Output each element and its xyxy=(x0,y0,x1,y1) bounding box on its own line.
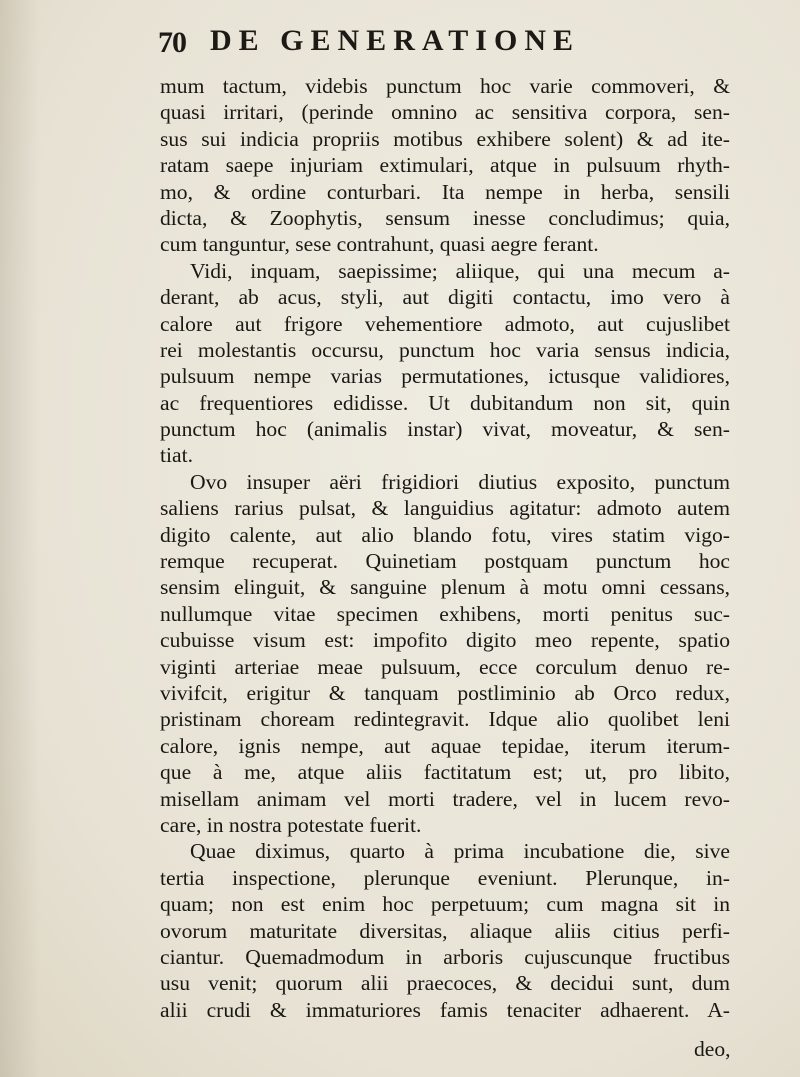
body-text xyxy=(160,73,730,1023)
text-line: misellam animam vel morti tradere, vel in lucem revo- xyxy=(160,786,730,811)
spine-shadow xyxy=(0,0,40,1077)
text-line: nullumque vitae specimen exhibens, morti penitus suc- xyxy=(160,601,730,626)
text-line: quam; non est enim hoc perpetuum; cum magna sit in xyxy=(160,892,730,917)
text-line: dicta, & Zoophytis, sensum inesse concludimus; quia, xyxy=(160,205,730,230)
text-line: derant, ab acus, styli, aut digiti contactu, imo vero à xyxy=(160,285,730,310)
text-line: ac frequentiores edidisse. Ut dubitandum non sit, quin xyxy=(160,390,730,415)
text-line: vivifcit, erigitur & tanquam postliminio ab Orco redux, xyxy=(160,680,730,705)
text-line: usu venit; quorum alii praecoces, & decidui sunt, dum xyxy=(160,971,730,996)
catchword: deo, xyxy=(694,1037,731,1061)
text-line: saliens rarius pulsat, & languidius agitatur: admoto autem xyxy=(160,496,730,521)
text-line: Quae diximus, quarto à prima incubatione die, sive xyxy=(190,839,730,864)
text-line: quasi irritari, (perinde omnino ac sensitiva corpora, sen- xyxy=(160,100,730,125)
text-line: sensim elinguit, & sanguine plenum à motu omni cessans, xyxy=(160,575,730,600)
text-line: ratam saepe injuriam extimulari, atque in pulsuum rhyth- xyxy=(160,153,730,178)
text-line: calore, ignis nempe, aut aquae tepidae, iterum iterum- xyxy=(160,733,730,758)
text-line: punctum hoc (animalis instar) vivat, moveatur, & sen- xyxy=(160,417,730,442)
text-line: cum tanguntur, sese contrahunt, quasi aegre ferant. xyxy=(160,232,599,257)
text-line: que à me, atque aliis factitatum est; ut, pro libito, xyxy=(160,760,730,785)
text-line: pristinam choream redintegravit. Idque alio quolibet leni xyxy=(160,707,730,732)
text-line: pulsuum nempe varias permutationes, ictusque validiores, xyxy=(160,364,730,389)
text-line: rei molestantis occursu, punctum hoc varia sensus indicia, xyxy=(160,337,730,362)
text-line: tiat. xyxy=(160,443,193,468)
text-line: Vidi, inquam, saepissime; aliique, qui una mecum a- xyxy=(190,258,730,283)
text-line: calore aut frigore vehementiore admoto, aut cujuslibet xyxy=(160,311,730,336)
running-head: DE GENERATIONE xyxy=(210,24,580,57)
text-line: ovorum maturitate diversitas, aliaque aliis citius perfi- xyxy=(160,918,730,943)
text-line: viginti arteriae meae pulsuum, ecce corculum denuo re- xyxy=(160,654,730,679)
text-line: Ovo insuper aëri frigidiori diutius exposito, punctum xyxy=(190,469,730,494)
text-line: care, in nostra potestate fuerit. xyxy=(160,812,422,837)
page-number: 70 xyxy=(158,26,186,59)
text-line: mum tactum, videbis punctum hoc varie commoveri, & xyxy=(160,74,730,98)
text-line: alii crudi & immaturiores famis tenaciter adhaerent. A- xyxy=(160,997,730,1022)
text-line: digito calente, aut alio blando fotu, vires statim vigo- xyxy=(160,522,730,547)
page-header xyxy=(158,14,798,62)
text-line: mo, & ordine conturbari. Ita nempe in herba, sensili xyxy=(160,179,730,204)
text-line: ciantur. Quemadmodum in arboris cujuscunque fructibus xyxy=(160,944,730,969)
text-line: tertia inspectione, plerunque eveniunt. Plerunque, in- xyxy=(160,865,730,890)
text-line: cubuisse visum est: impofito digito meo repente, spatio xyxy=(160,628,730,653)
text-line: sus sui indicia propriis motibus exhibere solent) & ad ite- xyxy=(160,126,730,151)
text-line: remque recuperat. Quinetiam postquam punctum hoc xyxy=(160,549,730,574)
